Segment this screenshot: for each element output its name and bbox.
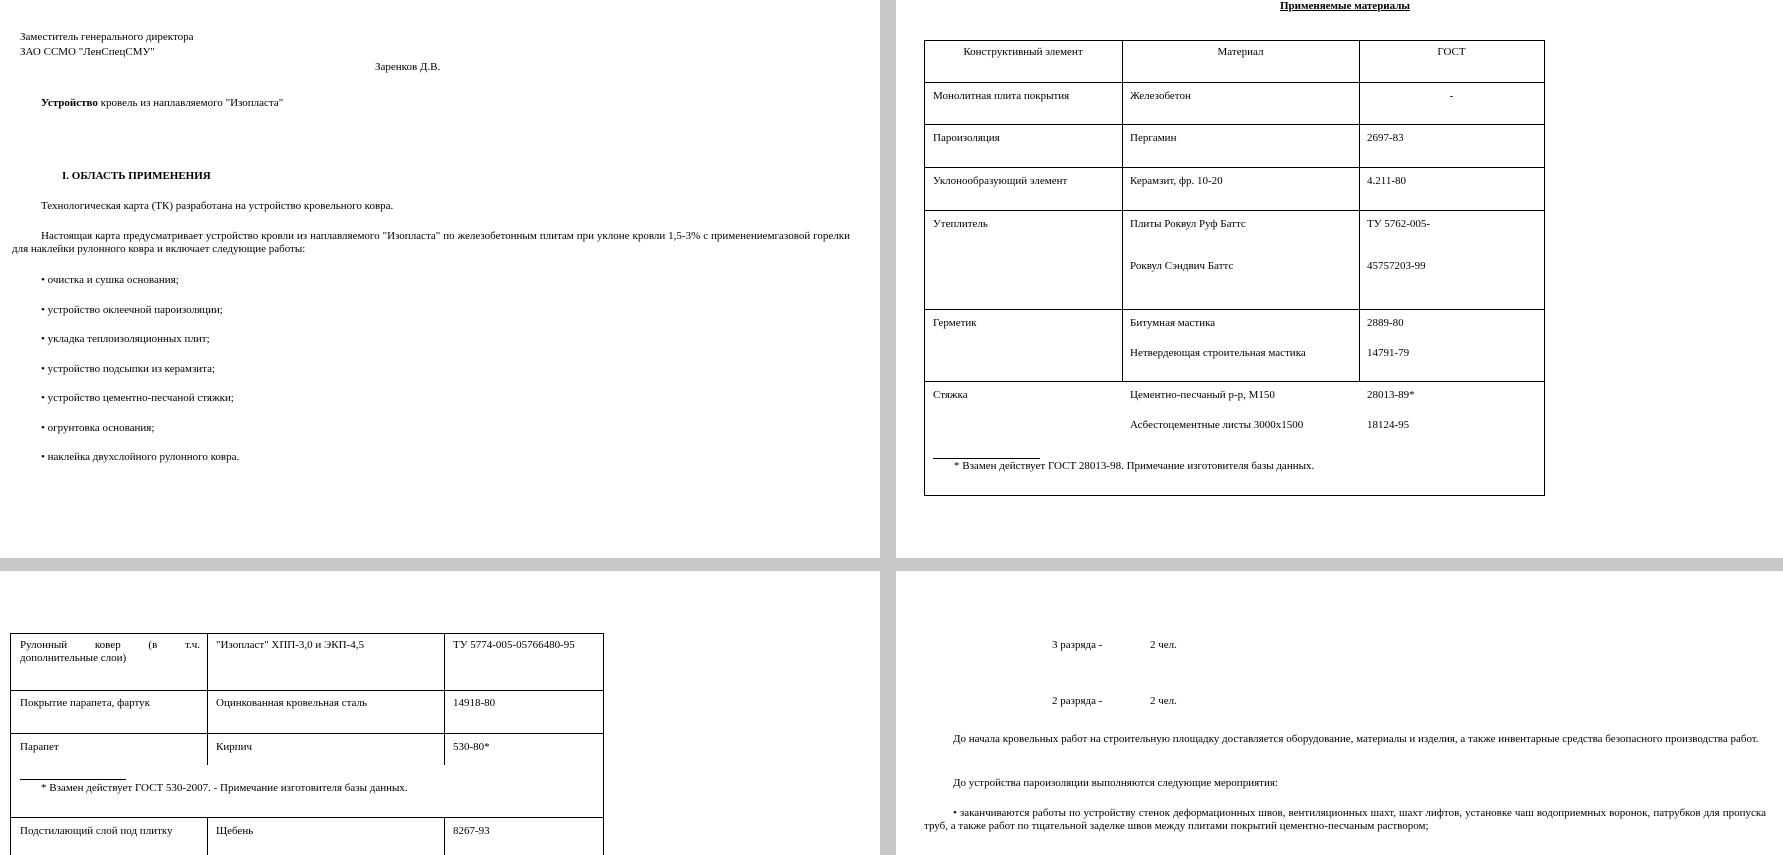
table-cell-material: "Изопласт" ХПП-3,0 и ЭКП-4,5 [216,639,364,651]
table-rule [924,210,1544,211]
column-header-gost: ГОСТ [1437,46,1466,58]
table-cell-material: Цементно-песчаный р-р, М150 [1130,389,1275,401]
document-page-1 [0,0,880,558]
table-cell-material: Битумная мастика [1130,317,1216,329]
bullet-item: • устройство подсыпки из керамзита; [41,363,216,375]
table-cell-element: Пароизоляция [933,132,1000,144]
column-header-material: Материал [1217,46,1264,58]
table-footnote: * Взамен действует ГОСТ 28013-98. Примечание изготовителя базы данных. [954,460,1315,472]
document-title-rest: кровель из наплавляемого "Изопласта" [97,97,284,109]
table-cell-material: Плиты Роквул Руф Баттс [1130,218,1246,230]
table-rule [1544,40,1545,496]
table-rule [924,309,1544,310]
materials-heading: Применяемые материалы [1280,0,1411,12]
bullet-item: • огрунтовка основания; [41,422,155,434]
footnote-separator [933,458,1040,459]
table-rule [924,167,1544,168]
table-cell-element: Парапет [20,741,59,753]
table-rule [10,633,604,634]
table-cell-element: Покрытие парапета, фартук [20,697,150,709]
table-rule [10,733,604,734]
table-cell-gost: 28013-89* [1367,389,1415,401]
table-cell-element: Подстилающий слой под плитку [20,825,173,837]
table-cell-gost: 530-80* [453,741,490,753]
document-page-2 [896,0,1783,558]
table-cell-material: Кирпич [216,741,253,753]
table-rule [207,817,208,855]
table-rule [924,124,1544,125]
table-cell-material: Пергамин [1130,132,1177,144]
table-cell-gost: 2697-83 [1367,132,1404,144]
table-rule [444,817,445,855]
table-cell-material: Железобетон [1130,90,1191,102]
section-heading: I. ОБЛАСТЬ ПРИМЕНЕНИЯ [62,170,211,182]
worker-count: 2 чел. [1150,695,1177,707]
table-rule [10,817,604,818]
table-footnote: * Взамен действует ГОСТ 530-2007. - Примечание изготовителя базы данных. [41,782,408,794]
table-cell-element: Герметик [933,317,977,329]
company-name: ЗАО ССМО "ЛенСпецСМУ" [20,46,155,58]
table-cell-material: Асбестоцементные листы 3000х1500 [1130,419,1304,431]
worker-rank: 3 разряда - [1052,639,1103,651]
table-rule [924,381,1544,382]
document-page-3 [0,571,880,855]
table-cell-gost: 2889-80 [1367,317,1404,329]
table-cell-material: Оцинкованная кровельная сталь [216,697,368,709]
bullet-item: • укладка теплоизоляционных плит; [41,333,210,345]
table-cell-gost: ТУ 5774-005-05766480-95 [453,639,575,651]
table-cell-element: Рулонный ковер (в т.ч. дополнительные слои) [20,639,200,664]
table-rule [924,40,925,496]
table-cell-gost: 14791-79 [1367,347,1410,359]
bullet-item: • устройство цементно-песчаной стяжки; [41,392,234,404]
table-cell-element: Монолитная плита покрытия [933,90,1070,102]
approver-title: Заместитель генерального директора [20,31,194,43]
bullet-item: • наклейка двухслойного рулонного ковра. [41,451,240,463]
table-rule [924,495,1544,496]
table-cell-element: Утеплитель [933,218,988,230]
bullet-item: • очистка и сушка основания; [41,274,179,286]
table-rule [1122,40,1123,382]
footnote-separator [20,779,126,780]
worker-rank: 2 разряда - [1052,695,1103,707]
table-cell-material: Нетвердеющая строительная мастика [1130,347,1306,359]
document-page-4 [896,571,1783,855]
table-cell-gost: 14918-80 [453,697,496,709]
paragraph-2: Настоящая карта предусматривает устройство кровли из наплавляемого "Изопласта" по железобетонным плитам при уклоне кровли 1,5-3% с применениемгазовой горелки для наклейки рулонного ковра и включает следующие работы: [12,230,850,255]
paragraph-1: До начала кровельных работ на строительную площадку доставляется оборудование, материалы и изделия, а также инвентарные средства безопасного производства работ. [953,733,1759,745]
paragraph-3: • заканчиваются работы по устройству стенок деформационных швов, вентиляционных шахт, шахт лифтов, установке чаш водоприемных воронок, патрубков для пропуска труб, а также работ по тщательной заделке швов между плитами покрытий цементно-песчаным раствором; [924,807,1766,832]
table-rule [924,82,1544,83]
table-rule [10,690,604,691]
paragraph-2: До устройства пароизоляции выполняются следующие мероприятия: [953,777,1278,789]
table-rule [444,633,445,765]
worker-count: 2 чел. [1150,639,1177,651]
table-cell-material: Щебень [216,825,254,837]
table-cell-element: Уклонообразующий элемент [933,175,1068,187]
table-cell-material: Роквул Сэндвич Баттс [1130,260,1234,272]
table-cell-gost: 45757203-99 [1367,260,1426,272]
table-cell-material: Керамзит, фр. 10-20 [1130,175,1223,187]
document-title [41,97,283,110]
bullet-item: • устройство оклеечной пароизоляции; [41,304,223,316]
table-rule [924,40,1544,41]
paragraph-1: Технологическая карта (ТК) разработана на устройство кровельного ковра. [41,200,394,212]
table-cell-element: Стяжка [933,389,968,401]
table-cell-gost: - [1449,90,1454,102]
document-title-bold: Устройство [41,97,98,109]
approver-name: Заренков Д.В. [375,61,441,73]
table-rule [207,633,208,765]
table-cell-gost: ТУ 5762-005- [1367,218,1431,230]
table-cell-gost: 8267-93 [453,825,490,837]
table-rule [603,633,604,855]
table-cell-gost: 4.211-80 [1367,175,1407,187]
column-header-element: Конструктивный элемент [963,46,1083,58]
table-rule [10,633,11,855]
table-cell-gost: 18124-95 [1367,419,1410,431]
